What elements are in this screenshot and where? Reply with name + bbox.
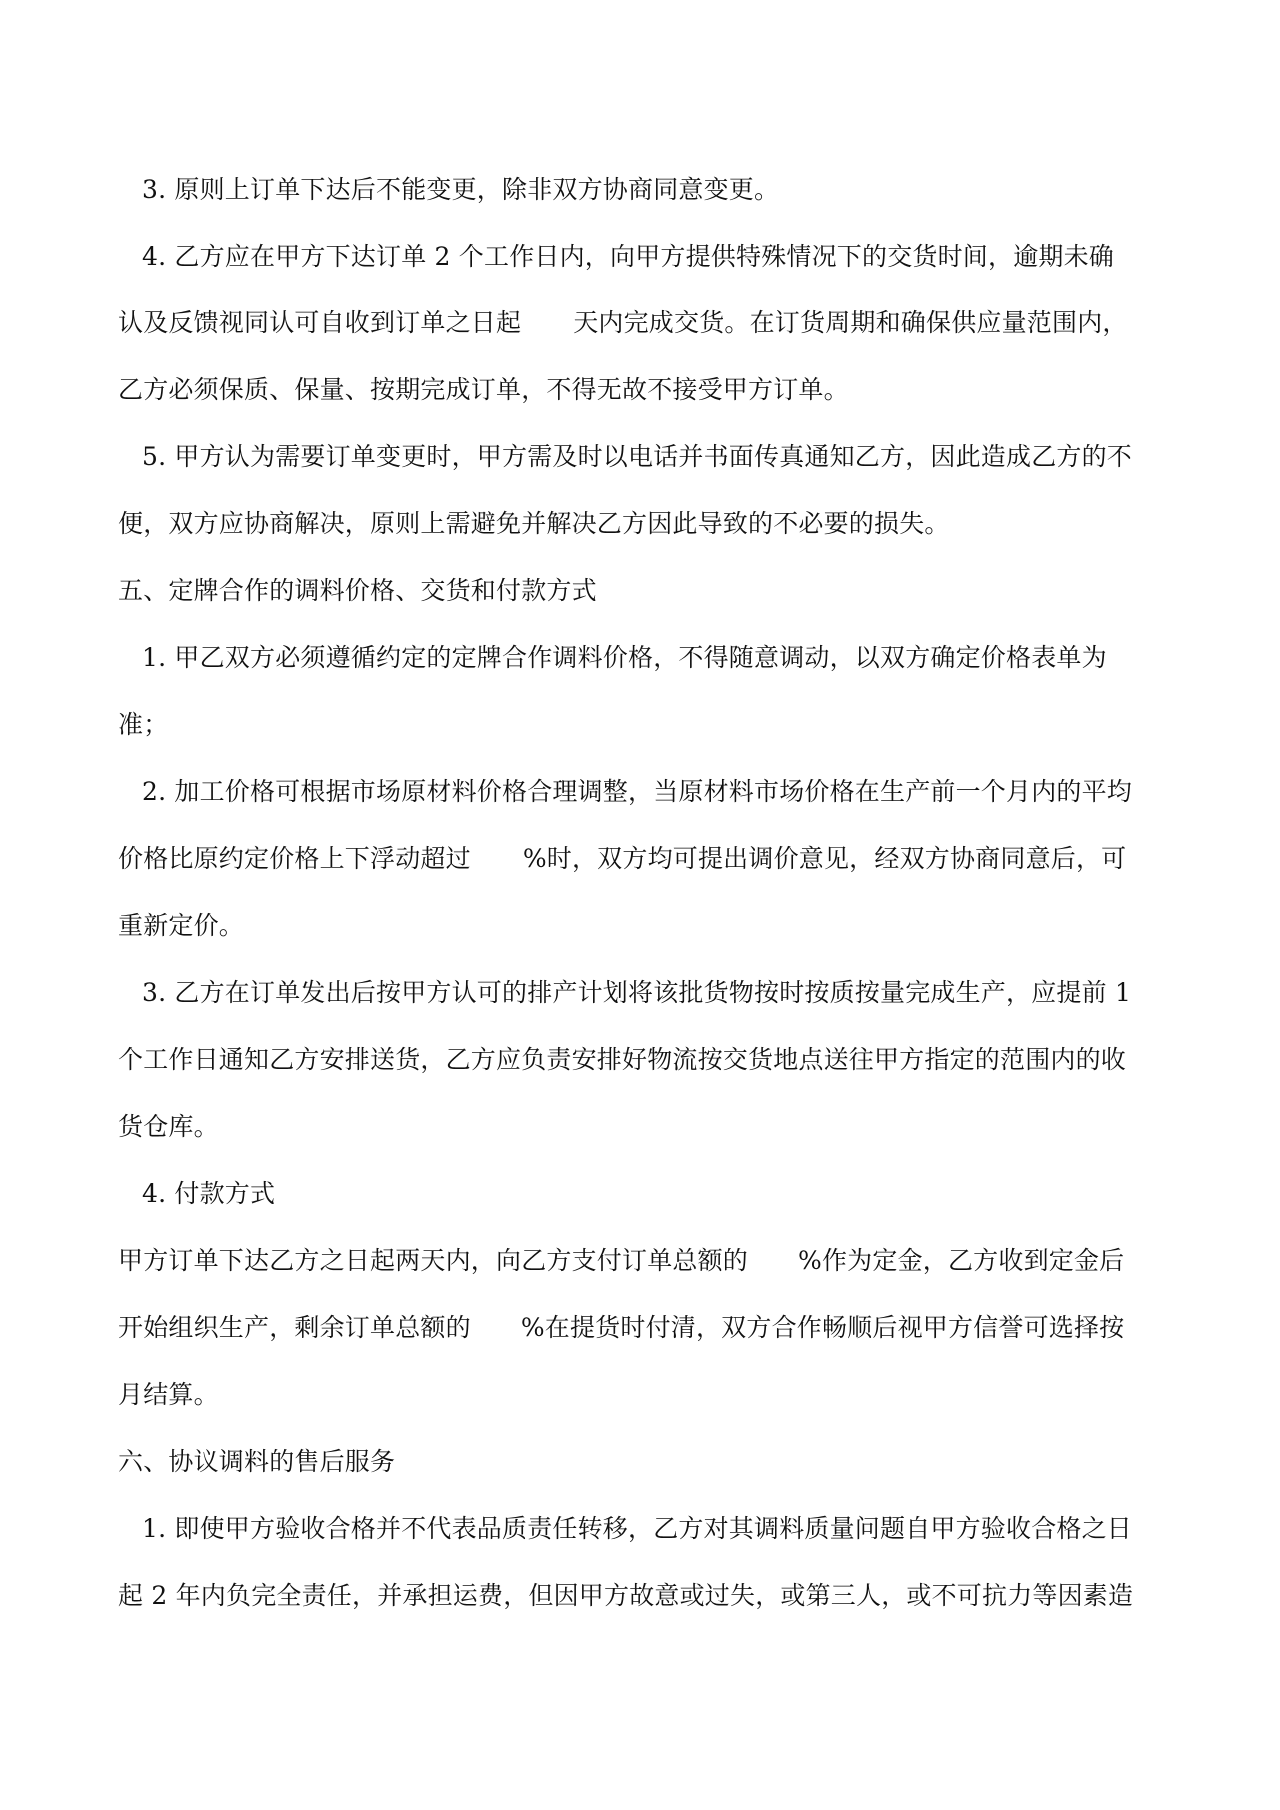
text-run: 开始组织生产，剩余订单总额的 <box>118 1313 471 1342</box>
clause-5-4-line-2 <box>118 1311 1124 1345</box>
text-run: 六、协议调料的售后服务 <box>118 1447 396 1476</box>
text-run: 月结算。 <box>118 1380 219 1409</box>
clause-5-2-line-2 <box>118 842 1126 876</box>
text-run: 天内完成交货。在订货周期和确保供应量范围内， <box>573 308 1128 337</box>
clause-5-3-line-2 <box>118 1043 1126 1077</box>
clause-4-4-line-3 <box>118 373 849 407</box>
clause-4-4-line-1 <box>142 240 1114 274</box>
text-run: %作为定金，乙方收到定金后 <box>798 1246 1125 1275</box>
text-run: 准； <box>118 710 169 739</box>
text-run: 重新定价。 <box>118 911 245 940</box>
clause-5-1-line-1 <box>142 641 1107 675</box>
text-run: 3. 原则上订单下达后不能变更，除非双方协商同意变更。 <box>142 175 780 204</box>
section-5-heading <box>118 574 597 608</box>
text-run: 乙方必须保质、保量、按期完成订单，不得无故不接受甲方订单。 <box>118 375 849 404</box>
text-run: 价格比原约定价格上下浮动超过 <box>118 844 471 873</box>
clause-6-1-line-1 <box>142 1512 1132 1546</box>
clause-4-4-line-2 <box>118 306 1128 340</box>
clause-5-4-line-3 <box>118 1378 219 1412</box>
clause-6-1-line-2 <box>118 1579 1133 1613</box>
text-run: 便，双方应协商解决，原则上需避免并解决乙方因此导致的不必要的损失。 <box>118 509 950 538</box>
text-run: 3. 乙方在订单发出后按甲方认可的排产计划将该批货物按时按质按量完成生产，应提前 1 <box>142 978 1132 1007</box>
clause-5-4-heading <box>142 1177 275 1211</box>
clause-5-3-line-1 <box>142 976 1131 1010</box>
clause-5-3-line-3 <box>118 1110 219 1144</box>
clause-4-5-line-1 <box>142 440 1132 474</box>
text-run: 1. 即使甲方验收合格并不代表品质责任转移，乙方对其调料质量问题自甲方验收合格之日 <box>142 1514 1133 1543</box>
text-run: 5. 甲方认为需要订单变更时，甲方需及时以电话并书面传真通知乙方，因此造成乙方的不 <box>142 442 1133 471</box>
text-run: %在提货时付清，双方合作畅顺后视甲方信誉可选择按 <box>520 1313 1125 1342</box>
text-run: 4. 付款方式 <box>142 1179 276 1208</box>
clause-5-4-line-1 <box>118 1244 1124 1278</box>
clause-4-3 <box>142 173 779 207</box>
text-run: 五、定牌合作的调料价格、交货和付款方式 <box>118 576 597 605</box>
text-run: 甲方订单下达乙方之日起两天内，向乙方支付订单总额的 <box>118 1246 749 1275</box>
text-run: 2. 加工价格可根据市场原材料价格合理调整，当原材料市场价格在生产前一个月内的平均 <box>142 777 1133 806</box>
section-6-heading <box>118 1445 395 1479</box>
text-run: 4. 乙方应在甲方下达订单 2 个工作日内，向甲方提供特殊情况下的交货时间，逾期未确 <box>142 242 1115 271</box>
clause-5-2-line-1 <box>142 775 1132 809</box>
text-run: 起 2 年内负完全责任，并承担运费，但因甲方故意或过失，或第三人，或不可抗力等因素造 <box>118 1581 1134 1610</box>
text-run: 1. 甲乙双方必须遵循约定的定牌合作调料价格，不得随意调动，以双方确定价格表单为 <box>142 643 1107 672</box>
clause-5-2-line-3 <box>118 909 244 943</box>
text-run: 货仓库。 <box>118 1112 219 1141</box>
text-run: 个工作日通知乙方安排送货，乙方应负责安排好物流按交货地点送往甲方指定的范围内的收 <box>118 1045 1127 1074</box>
text-run: %时，双方均可提出调价意见，经双方协商同意后，可 <box>522 844 1127 873</box>
clause-5-1-line-2 <box>118 708 168 742</box>
text-run: 认及反馈视同认可自收到订单之日起 <box>118 308 522 337</box>
clause-4-5-line-2 <box>118 507 950 541</box>
